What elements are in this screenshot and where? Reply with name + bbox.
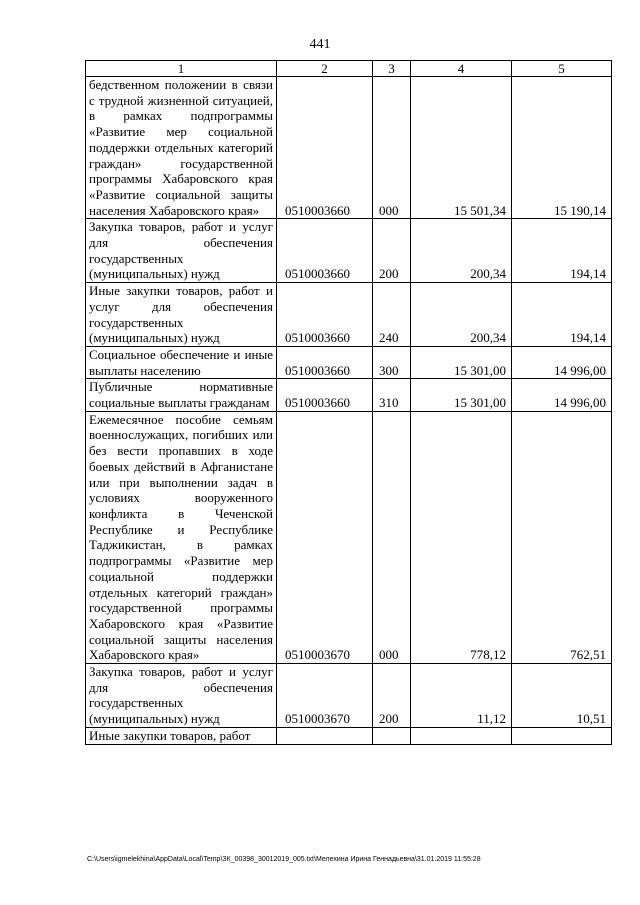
row-expense-type: 300 <box>373 346 411 378</box>
header-col-4: 4 <box>411 61 512 77</box>
file-path-footer: C:\Users\igmelekhina\AppData\Local\Temp\ЗК_00398_30012019_005.txt\Мелехина Ирина Геннадьевна\31.01.2019 11:55:28 <box>87 856 481 863</box>
row-description: Социальное обеспечение и иные выплаты населению <box>86 346 277 378</box>
row-amount-2: 762,51 <box>512 411 612 663</box>
row-target-code: 0510003660 <box>277 283 373 347</box>
row-description: Закупка товаров, работ и услуг для обеспечения государственных (муниципальных) нужд <box>86 664 277 728</box>
row-description: Иные закупки товаров, работ <box>86 727 277 744</box>
row-amount-2: 14 996,00 <box>512 346 612 378</box>
row-description: Ежемесячное пособие семьям военнослужащих, погибших или без вести пропавших в ходе боевых действий в Афганистане или при выполнении задач в условиях вооруженного конфликта в Чеченской Республике и Республике Таджикистан, в рамках подпрограммы «Развитие мер социальной поддержки отдельных категорий граждан» государственной программы Хабаровского края «Развитие социальной защиты населения Хабаровского края» <box>86 411 277 663</box>
table-row <box>86 727 612 744</box>
row-amount-2: 194,14 <box>512 219 612 283</box>
page-number: 441 <box>309 37 331 52</box>
table-row <box>86 219 612 283</box>
row-amount-1: 15 501,34 <box>411 77 512 219</box>
table-row <box>86 411 612 663</box>
row-amount-1 <box>411 727 512 744</box>
row-amount-2: 14 996,00 <box>512 379 612 411</box>
table-header-row <box>86 61 612 77</box>
row-amount-1: 200,34 <box>411 283 512 347</box>
row-target-code: 0510003660 <box>277 379 373 411</box>
row-expense-type: 200 <box>373 219 411 283</box>
row-description: Публичные нормативные социальные выплаты гражданам <box>86 379 277 411</box>
row-amount-2: 15 190,14 <box>512 77 612 219</box>
row-target-code: 0510003670 <box>277 411 373 663</box>
row-target-code: 0510003670 <box>277 664 373 728</box>
row-description: Иные закупки товаров, работ и услуг для обеспечения государственных (муниципальных) нужд <box>86 283 277 347</box>
header-col-2: 2 <box>277 61 373 77</box>
row-amount-1: 11,12 <box>411 664 512 728</box>
row-amount-2: 194,14 <box>512 283 612 347</box>
row-amount-1: 778,12 <box>411 411 512 663</box>
row-target-code: 0510003660 <box>277 77 373 219</box>
row-expense-type: 000 <box>373 77 411 219</box>
table-row <box>86 664 612 728</box>
row-amount-1: 15 301,00 <box>411 379 512 411</box>
table-row <box>86 283 612 347</box>
row-target-code <box>277 727 373 744</box>
table-row <box>86 346 612 378</box>
row-amount-1: 15 301,00 <box>411 346 512 378</box>
row-expense-type <box>373 727 411 744</box>
table-row <box>86 77 612 219</box>
row-target-code: 0510003660 <box>277 346 373 378</box>
header-col-3: 3 <box>373 61 411 77</box>
table-row <box>86 379 612 411</box>
header-col-5: 5 <box>512 61 612 77</box>
row-expense-type: 310 <box>373 379 411 411</box>
header-col-1: 1 <box>86 61 277 77</box>
budget-table <box>85 60 612 745</box>
row-description: Закупка товаров, работ и услуг для обеспечения государственных (муниципальных) нужд <box>86 219 277 283</box>
row-expense-type: 000 <box>373 411 411 663</box>
row-target-code: 0510003660 <box>277 219 373 283</box>
row-amount-1: 200,34 <box>411 219 512 283</box>
row-description: бедственном положении в связи с трудной жизненной ситуацией, в рамках подпрограммы «Развитие мер социальной поддержки отдельных категорий граждан» государственной программы Хабаровского края «Развитие социальной защиты населения Хабаровского края» <box>86 77 277 219</box>
row-amount-2: 10,51 <box>512 664 612 728</box>
row-amount-2 <box>512 727 612 744</box>
row-expense-type: 200 <box>373 664 411 728</box>
row-expense-type: 240 <box>373 283 411 347</box>
